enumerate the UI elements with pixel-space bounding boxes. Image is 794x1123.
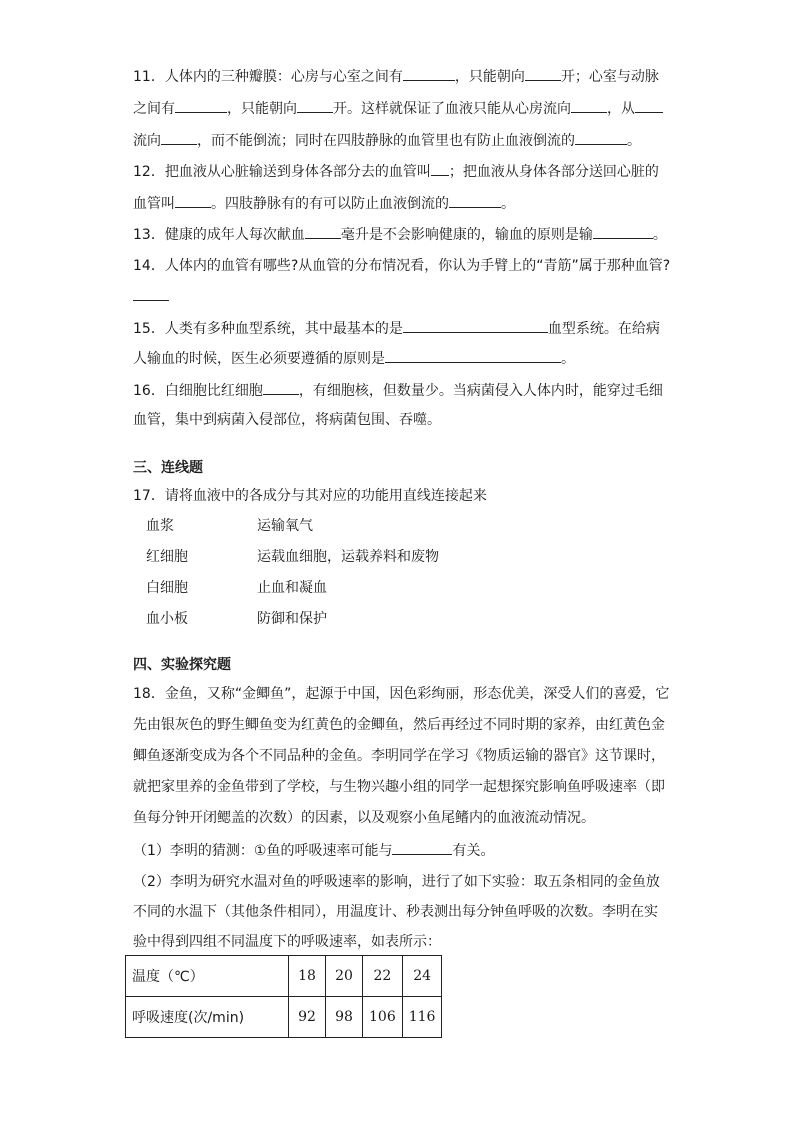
table-row [126,956,442,997]
table-header-cell: 温度（℃） [126,956,289,997]
q13-text: 。 [652,227,667,243]
section-title: 四、实验探究题 [133,657,231,673]
q11-text: 流向 [133,133,161,149]
q11-text: ，而不能倒流；同时在四肢静脉的血管里也有防止血液倒流的 [197,133,575,149]
section-title: 三、连线题 [133,460,203,476]
match-left-item: 血浆 [146,518,174,534]
q11-text: 之间有 [133,101,175,117]
q11-line-3 [133,130,673,151]
q12-text: 血管叫 [133,196,175,212]
q11-text: 。 [627,133,641,149]
q13-text: 毫升是不会影响健康的，输血的原则是输 [340,227,593,243]
q18-line: 就把家里养的金鱼带到了学校，与生物兴趣小组的同学一起想探究影响鱼呼吸速率（即 [133,779,665,795]
answer-blank[interactable] [571,98,607,113]
q11-line-2 [133,98,673,119]
q15-text: 人输血的时候，医生必须要遵循的原则是 [133,351,385,367]
table-cell: 92 [289,997,326,1038]
q12-text: 12．把血液从心脏输送到身体各部分去的血管叫 [133,164,431,180]
q16-text: 16．白细胞比红细胞 [133,383,263,399]
answer-blank[interactable] [175,98,227,113]
q16-line-1 [133,380,673,401]
match-left-item: 红细胞 [146,549,188,565]
answer-blank[interactable] [305,224,341,239]
q12-line-2 [133,193,673,214]
match-left-item: 白细胞 [146,580,188,596]
table-cell: 116 [402,997,442,1038]
q18-line: 鱼每分钟开闭鳃盖的次数）的因素，以及观察小鱼尾鳍内的血液流动情况。 [133,810,595,826]
q13-line [133,224,673,245]
answer-blank[interactable] [403,318,548,333]
match-right-item: 止血和凝血 [257,580,327,596]
q14-answer-line [133,286,673,307]
q15-text: 血型系统。在给病 [547,321,660,337]
q18-sub2-line: 验中得到四组不同温度下的呼吸速率，如表所示： [133,934,441,950]
q14-line [133,256,673,276]
match-left-item: 血小板 [146,611,188,627]
q12-text: 。四肢静脉有的有可以防止血液倒流的 [211,196,449,212]
q13-text: 13．健康的成年人每次献血 [133,227,305,243]
answer-blank[interactable] [525,66,561,81]
q12-text: ；把血液从身体各部分送回心脏的 [448,164,659,180]
answer-blank[interactable] [403,66,455,81]
table-header-cell: 呼吸速度(次/min) [126,997,289,1038]
q18-line: 鲫鱼逐渐变成为各个不同品种的金鱼。李明同学在学习《物质运输的器官》这节课时， [133,748,665,764]
q11-text: 11．人体内的三种瓣膜：心房与心室之间有 [133,69,403,85]
answer-blank[interactable] [263,380,299,395]
table-cell: 20 [326,956,363,997]
answer-blank[interactable] [161,130,197,145]
q18-line: 先由银灰色的野生鲫鱼变为红黄色的金鲫鱼，然后再经过不同时期的家养，由红黄色金 [133,717,665,733]
q12-text: 。 [501,196,515,212]
q11-text: 开。这样就保证了血液只能从心房流向 [333,101,571,117]
q15-text: 15．人类有多种血型系统，其中最基本的是 [133,321,403,337]
table-cell: 106 [363,997,403,1038]
answer-blank[interactable] [175,193,211,208]
answer-blank[interactable] [635,98,663,113]
answer-blank[interactable] [593,224,653,239]
q18-sub2-line: 不同的水温下（其他条件相同），用温度计、秒表测出每分钟鱼呼吸的次数。李明在实 [133,904,658,920]
q11-text: ，只能朝向 [454,69,525,85]
answer-blank[interactable] [431,161,449,176]
q11-text: ，从 [607,101,635,117]
q15-line-2 [133,348,673,369]
table-row [126,997,442,1038]
table-cell: 24 [402,956,442,997]
table-cell: 98 [326,997,363,1038]
q18-text: 有关。 [452,843,495,859]
answer-blank[interactable] [133,286,169,301]
answer-blank[interactable] [297,98,333,113]
q16-text: 血管，集中到病菌入侵部位，将病菌包围、吞噬。 [133,412,441,428]
answer-blank[interactable] [392,840,452,855]
q16-text: ，有细胞核，但数量少。当病菌侵入人体内时，能穿过毛细 [298,383,663,399]
answer-blank[interactable] [575,130,627,145]
table-cell: 22 [363,956,403,997]
respiration-table [125,955,442,1038]
q18-text: （1）李明的猜测：①鱼的呼吸速率可能与 [133,843,393,859]
table-cell: 18 [289,956,326,997]
answer-blank[interactable] [449,193,501,208]
match-right-item: 运载血细胞，运载养料和废物 [257,549,439,565]
answer-blank[interactable] [385,348,561,363]
q14-text: 14．人体内的血管有哪些?从血管的分布情况看，你认为手臂上的“青筋”属于那种血管? [133,258,671,274]
q15-line-1 [133,318,673,339]
q16-line-2 [133,410,673,430]
q17-text: 17．请将血液中的各成分与其对应的功能用直线连接起来 [133,488,487,504]
q18-line: 18．金鱼，又称“金鲫鱼”，起源于中国，因色彩绚丽，形态优美，深受人们的喜爱，它 [133,686,670,702]
q18-sub1 [133,840,673,861]
q18-sub2-line: （2）李明为研究水温对鱼的呼吸速率的影响，进行了如下实验：取五条相同的金鱼放 [133,874,660,890]
q11-text: ，只能朝向 [227,101,297,117]
q11-text: 开；心室与动脉 [560,69,659,85]
q12-line-1 [133,161,673,182]
match-right-item: 运输氧气 [257,518,313,534]
match-right-item: 防御和保护 [257,611,327,627]
q11-line-1 [133,66,673,87]
q15-text: 。 [561,351,575,367]
